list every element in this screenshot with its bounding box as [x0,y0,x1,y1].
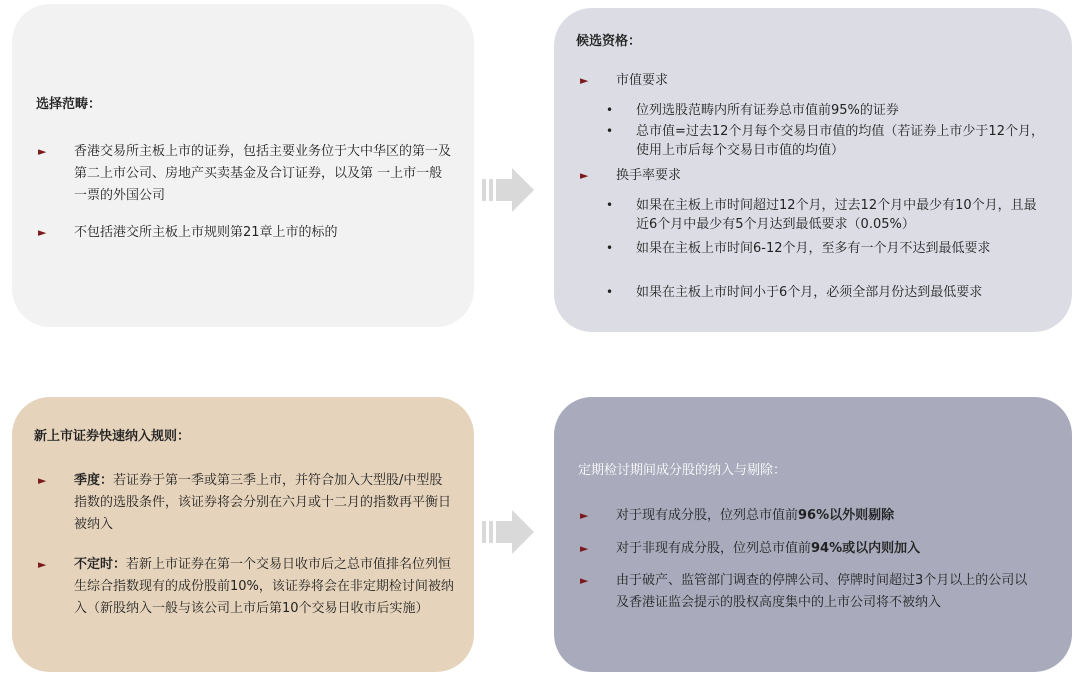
periodic-bullet-2 [580,538,1050,560]
triangle-right-icon: ► [38,226,47,239]
market-cap-item-2 [606,122,1046,160]
bullet-text: 对于非现有成分股，位列总市值前 [616,541,812,556]
periodic-review-title: 定期检讨期间成分股的纳入与剔除： [578,463,787,478]
scope-bullet-text: 不包括港交所主板上市规则第21章上市的标的 [74,225,338,240]
turnover-item-1 [606,196,1046,234]
bullet-emphasis: 94%或以内则加入 [811,541,921,556]
turnover-item-2 [606,239,1046,258]
fast-entry-bullet-2 [38,554,454,620]
periodic-bullet-1 [580,505,1050,527]
turnover-item-text: 如果在主板上市时间小于6个月，必须全部月份达到最低要求 [636,285,983,300]
turnover-item-text: 如果在主板上市时间超过12个月，过去12个月中最少有10个月，且最近6个月中最少有5个月达到最低要求（0.05%） [636,198,1037,232]
dot-icon: • [606,198,614,212]
bullet-text: 若新上市证券在第一个交易日收市后之总市值排名位列恒生综合指数现有的成份股前10%，该证券将会在非定期检讨间被纳入（新股纳入一般与该公司上市后第10个交易日收市后实施） [74,557,454,616]
triangle-right-icon: ► [580,542,589,555]
eligibility-title: 候选资格： [576,34,642,49]
market-cap-item-1 [606,101,1046,120]
triangle-right-icon: ► [580,169,589,182]
block-arrow-right-icon [482,166,536,214]
dot-icon: • [606,124,614,138]
fast-entry-bullet-1 [38,470,454,536]
turnover-item-3 [606,283,1046,302]
triangle-right-icon: ► [580,74,589,87]
scope-bullet-2 [38,222,454,244]
fast-entry-title: 新上市证券快速纳入规则： [34,429,191,444]
market-cap-item-text: 位列选股范畴内所有证券总市值前95%的证券 [636,103,899,118]
triangle-right-icon: ► [38,474,47,487]
dot-icon: • [606,241,614,255]
triangle-right-icon: ► [580,574,589,587]
scope-bullet-1 [38,141,454,207]
market-cap-item-text: 总市值=过去12个月每个交易日市值的均值（若证券上市少于12个月，使用上市后每个交易日市值的均值） [636,124,1044,158]
scope-panel [12,4,474,327]
dot-icon: • [606,103,614,117]
scope-bullet-text: 香港交易所主板上市的证券，包括主要业务位于大中华区的第一及第二上市公司、房地产买卖基金及合订证券，以及第 一上市一般一票的外国公司 [74,144,452,203]
bullet-emphasis: 96%以外则剔除 [798,508,895,523]
periodic-review-panel [554,397,1072,672]
bullet-lead: 季度： [74,473,114,488]
bullet-lead: 不定时： [74,557,127,572]
block-arrow-right-icon [482,508,536,556]
triangle-right-icon: ► [38,145,47,158]
periodic-bullet-3 [580,570,1030,614]
triangle-right-icon: ► [580,509,589,522]
market-cap-label: 市值要求 [616,73,669,88]
turnover-requirement [580,165,1050,187]
bullet-text: 由于破产、监管部门调查的停牌公司、停牌时间超过3个月以上的公司以及香港证监会提示的股权高度集中的上市公司将不被纳入 [616,573,1028,610]
market-cap-requirement [580,70,1050,92]
scope-title: 选择范畴： [36,97,102,112]
bullet-text: 对于现有成分股，位列总市值前 [616,508,799,523]
fast-entry-panel [12,397,474,672]
eligibility-panel [554,8,1072,332]
turnover-label: 换手率要求 [616,168,682,183]
turnover-item-text: 如果在主板上市时间6-12个月，至多有一个月不达到最低要求 [636,241,991,256]
bullet-text: 若证券于第一季或第三季上市，并符合加入大型股/中型股指数的选股条件，该证券将会分别在六月或十二月的指数再平衡日被纳入 [74,473,452,532]
dot-icon: • [606,285,614,299]
triangle-right-icon: ► [38,558,47,571]
